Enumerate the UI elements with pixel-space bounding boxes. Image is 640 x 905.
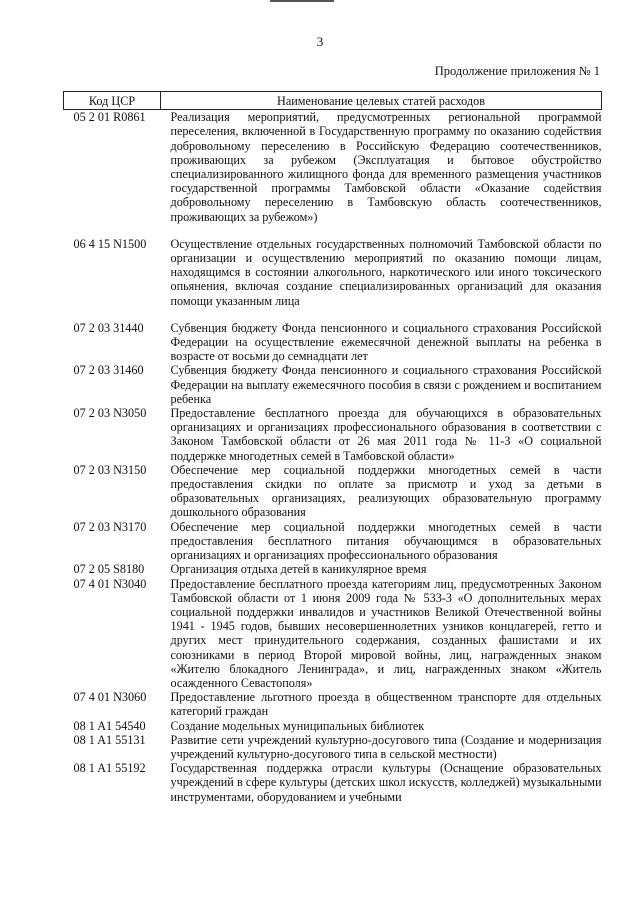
row-name: Развитие сети учреждений культурно-досугового типа (Создание и модернизация учреждений культурно-досугового типа в сельской местности) [170,732,602,761]
row-code: 08 1 A1 54540 [73,718,146,733]
table-row [64,562,602,576]
table-row [64,406,602,463]
row-code: 08 1 A1 55131 [73,732,146,747]
row-code: 08 1 A1 55192 [73,761,146,776]
table-row [64,733,602,761]
row-code: 07 2 03 N3050 [73,406,147,421]
top-edge-mark [270,0,334,2]
row-name: Предоставление бесплатного проезда для обучающихся в образовательных организациях и организациях профессионального образования в соответствии с Законом Тамбовской области от 26 мая 2011 года № 11-З «О социальной поддержке многодетных семей в Тамбовской области» [170,406,602,463]
table-row [64,110,602,237]
row-code: 07 2 05 S8180 [73,562,145,577]
table-row [64,363,602,406]
budget-codes-table [63,91,602,804]
row-name: Субвенция бюджету Фонда пенсионного и социального страхования Российской Федерации на выплату ежемесячного пособия в связи с рождением и воспитанием ребенка [170,363,602,406]
table-row [64,520,602,563]
row-code: 07 2 03 N3170 [73,519,147,534]
row-code: 07 2 03 N3150 [73,462,147,477]
row-code: 07 2 03 31440 [73,320,144,335]
table-row [64,237,602,321]
row-name: Обеспечение мер социальной поддержки многодетных семей в части предоставления бесплатного питания обучающимся в образовательных организациях и организациях профессионального образования [170,519,602,563]
row-name: Предоставление льготного проезда в общественном транспорте для отдельных категорий граждан [170,690,602,719]
appendix-continuation-note: Продолжение приложения № 1 [434,64,600,78]
page-number: 3 [316,34,324,49]
row-code: 07 4 01 N3040 [73,576,147,591]
table-row [64,690,602,718]
row-name: Создание модельных муниципальных библиотек [170,718,425,733]
row-name: Предоставление бесплатного проезда категориям лиц, предусмотренных Законом Тамбовской области от 1 июня 2009 года № 533-З «О дополнительных мерах социальной поддержки инвалидов и участников Великой Отечественной войны 1941 - 1945 годов, бывших несовершеннолетних узников концлагерей, гетто и других мест принудительного содержания, созданных фашистами и их союзниками в период Второй мировой войны, лиц, награжденных знаком «Жителю блокадного Ленинграда», и лиц, награжденных знаком «Житель осажденного Севастополя» [170,576,602,690]
table-row [64,719,602,733]
row-code: 07 4 01 N3060 [73,690,147,705]
table-header-row [64,92,602,110]
table-row [64,577,602,691]
row-name: Организация отдыха детей в каникулярное время [170,562,427,577]
table-row [64,463,602,520]
row-code: 06 4 15 N1500 [73,236,147,251]
row-code: 07 2 03 31460 [73,363,144,378]
row-name: Государственная поддержка отрасли культуры (Оснащение образовательных учреждений в сфере культуры (детских школ искусств, колледжей) музыкальными инструментами, оборудованием и учебными [170,761,602,804]
row-code: 05 2 01 R0861 [73,110,146,125]
table-row [64,321,602,364]
header-code: Код ЦСР [64,92,161,110]
row-name: Реализация мероприятий, предусмотренных региональной программой переселения, включенной в Государственную программу по оказанию содействия добровольному переселению в Российскую Федерацию соотечественников, проживающих за рубежом (Эксплуатация и бытовое обустройство специализированного жилищного фонда для временного размещения участников государственной программы Тамбовской области «Оказание содействия добровольному переселению в Тамбовскую область соотечественников, проживающих за рубежом») [170,110,602,224]
row-name: Субвенция бюджету Фонда пенсионного и социального страхования Российской Федерации на осуществление ежемесячной денежной выплаты на ребенка в возрасте от восьми до семнадцати лет [170,320,602,364]
row-name: Осуществление отдельных государственных полномочий Тамбовской области по организации и осуществлению мероприятий по оказанию помощи лицам, находящимся в состоянии алкогольного, наркотического или иного токсического опьянения, включая создание специализированных организаций для оказания помощи указанным лица [170,236,602,308]
table-row [64,761,602,804]
row-name: Обеспечение мер социальной поддержки многодетных семей в части предоставления скидки по оплате за присмотр и уход за детьми в образовательных организациях, реализующих образовательную программу дошкольного образования [170,462,602,520]
header-name: Наименование целевых статей расходов [161,92,602,110]
